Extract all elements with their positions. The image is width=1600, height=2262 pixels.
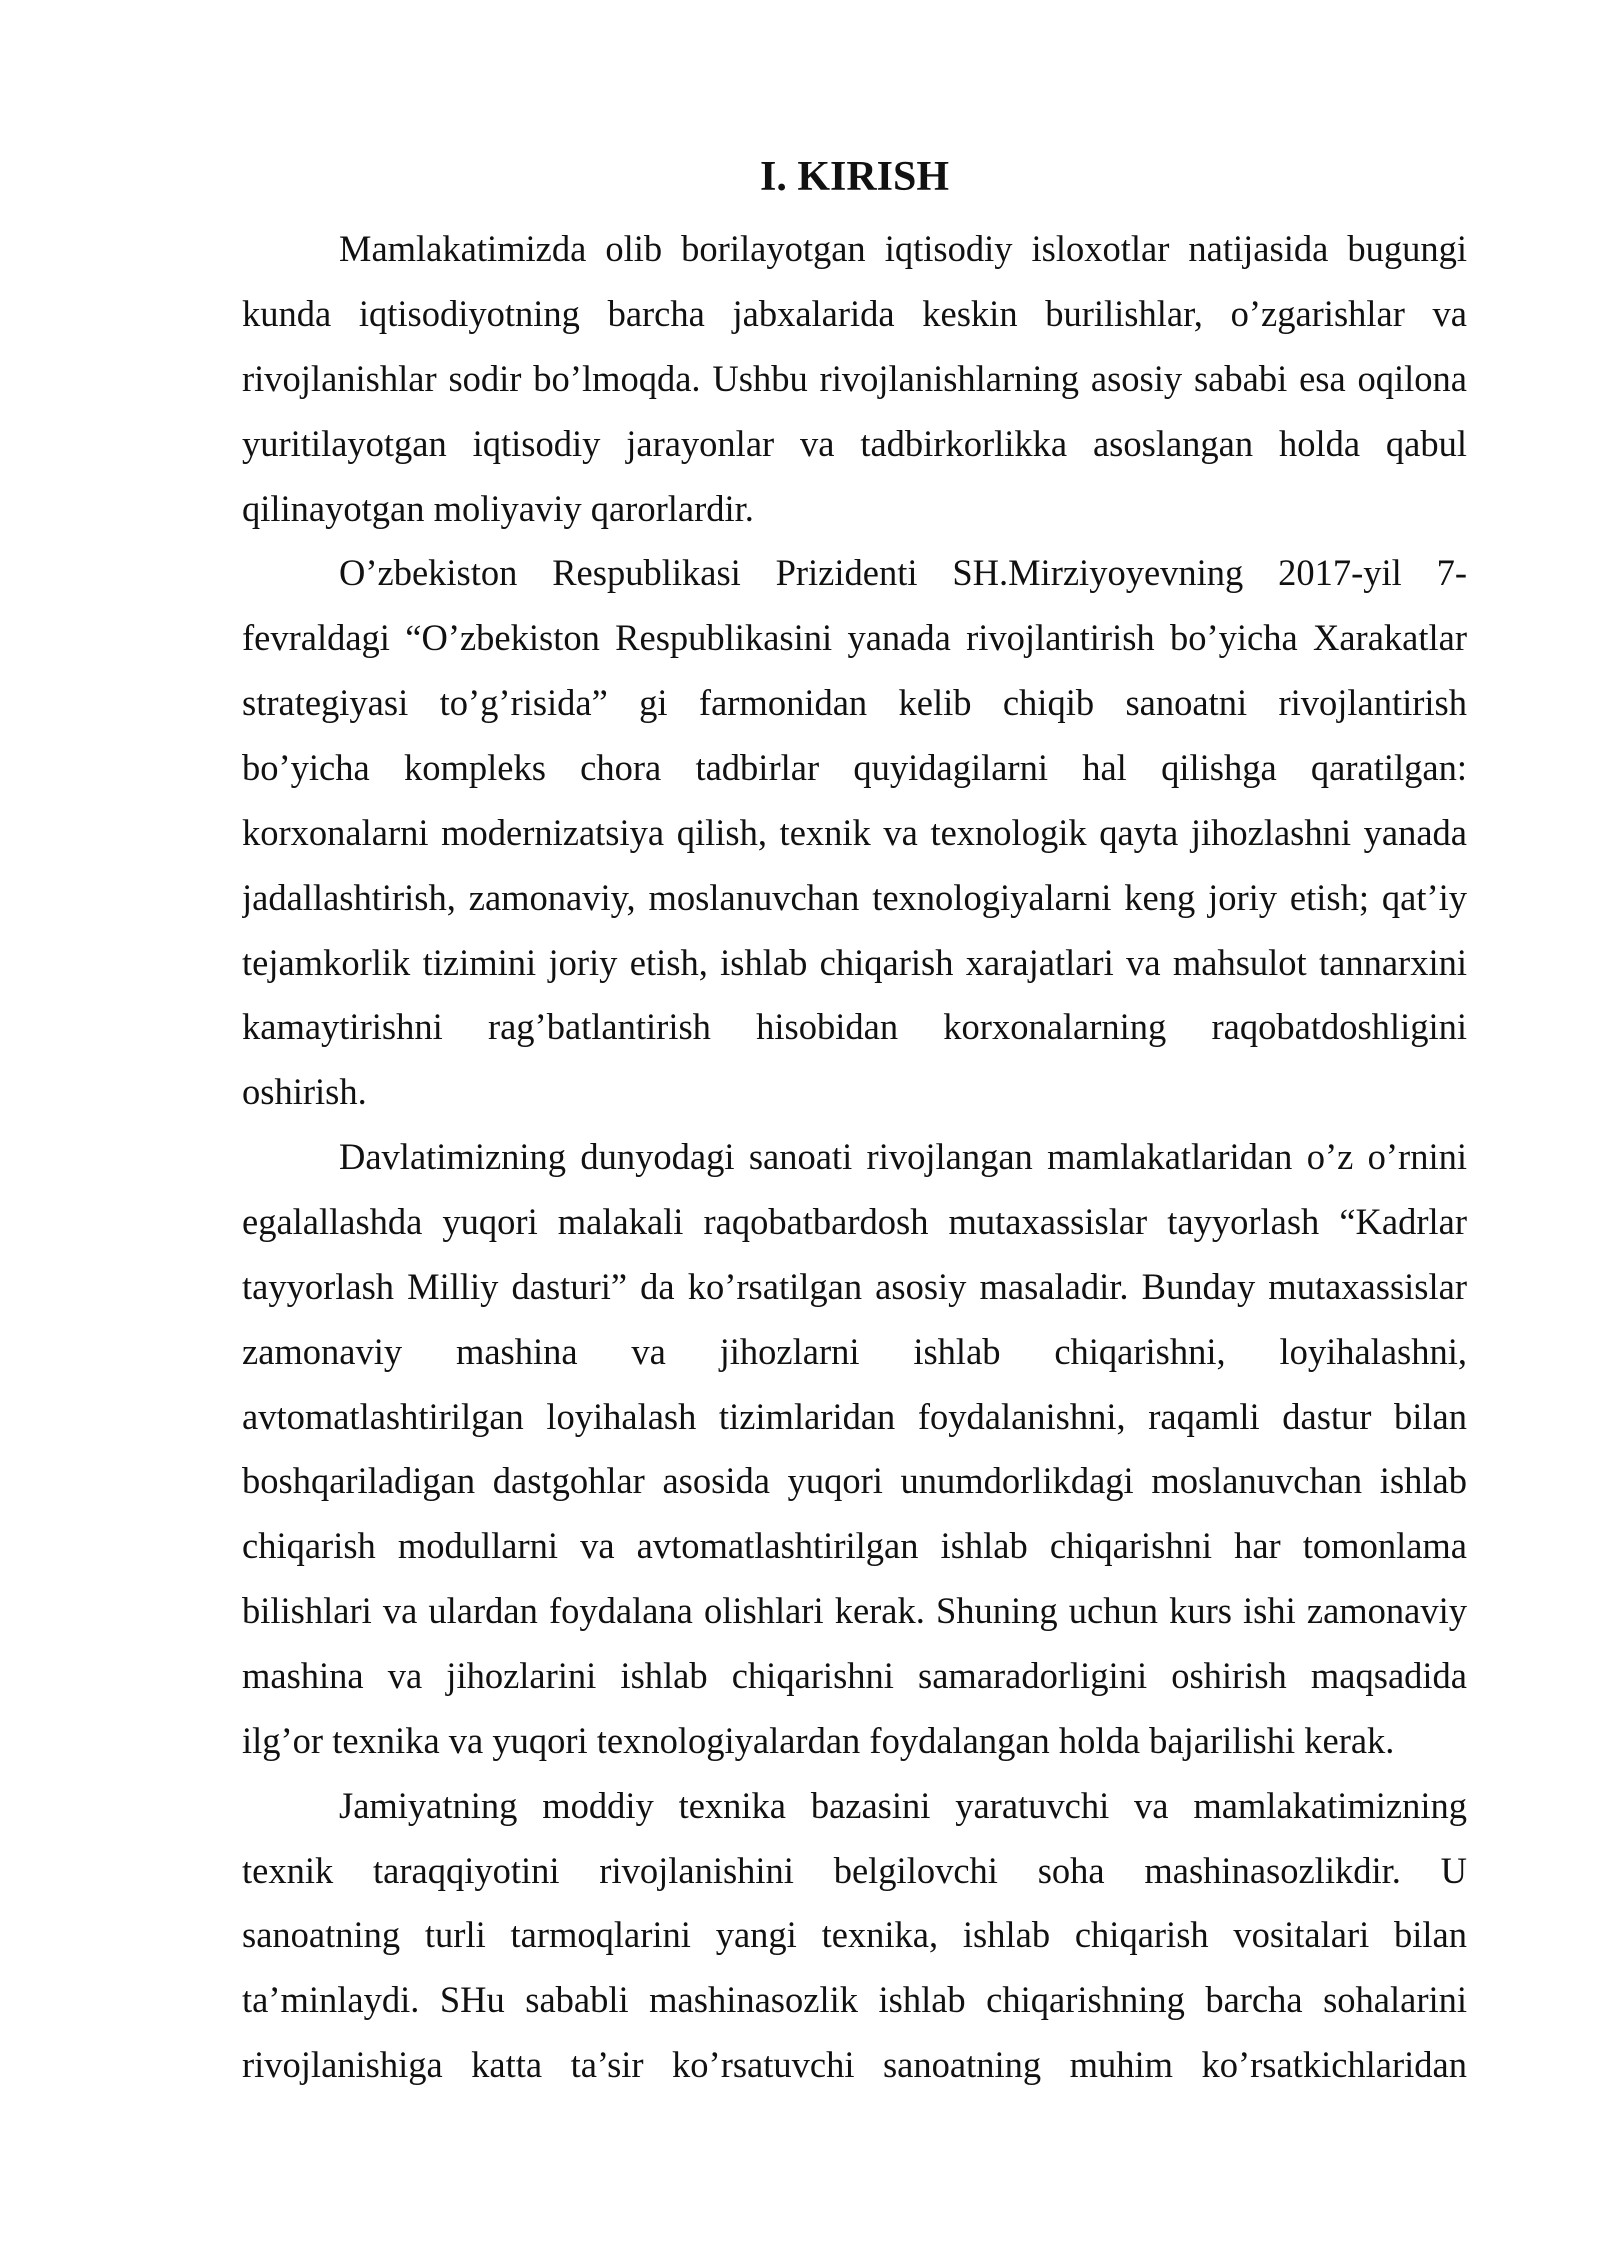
text-line: ilg’or texnika va yuqori texnologiyalardan foydalangan holda bajarilishi kerak. [242, 1719, 1395, 1761]
text-line: egalallashda yuqori malakali raqobatbardosh mutaxassislar tayyorlash “Kadrlar [242, 1200, 1467, 1242]
text-line: sanoatning turli tarmoqlarini yangi texnika, ishlab chiqarish vositalari bilan [242, 1914, 1467, 1956]
text-line: bilishlari va ulardan foydalana olishlari kerak. Shuning uchun kurs ishi zamonaviy [242, 1590, 1467, 1632]
text-line: bo’yicha kompleks chora tadbirlar quyidagilarni hal qilishga qaratilgan: [242, 746, 1467, 788]
paragraph-strategy [242, 541, 1467, 1125]
text-line: tayyorlash Milliy dasturi” da ko’rsatilgan asosiy masaladir. Bunday mutaxassislar [242, 1265, 1467, 1307]
paragraph-introduction [242, 217, 1467, 541]
paragraph-machine-building [242, 1774, 1467, 2098]
text-line: texnik taraqqiyotini rivojlanishini belgilovchi soha mashinasozlikdir. U [242, 1849, 1467, 1891]
text-line: kunda iqtisodiyotning barcha jabxalarida keskin burilishlar, o’zgarishlar va [242, 292, 1467, 334]
text-line: yuritilayotgan iqtisodiy jarayonlar va tadbirkorlikka asoslangan holda qabul [242, 422, 1467, 464]
text-line: kamaytirishni rag’batlantirish hisobidan korxonalarning raqobatdoshligini [242, 1006, 1467, 1048]
text-line: zamonaviy mashina va jihozlarni ishlab chiqarishni, loyihalashni, [242, 1330, 1467, 1372]
text-line: rivojlanishlar sodir bo’lmoqda. Ushbu rivojlanishlarning asosiy sababi esa oqilona [242, 357, 1467, 399]
text-line: qilinayotgan moliyaviy qarorlardir. [242, 487, 754, 529]
text-line: ta’minlaydi. SHu sababli mashinasozlik ishlab chiqarishning barcha sohalarini [242, 1979, 1467, 2021]
text-line: Mamlakatimizda olib borilayotgan iqtisodiy isloxotlar natijasida bugungi [339, 228, 1467, 270]
text-line: korxonalarni modernizatsiya qilish, texnik va texnologik qayta jihozlashni yanada [242, 811, 1467, 853]
section-title: I. KIRISH [759, 154, 950, 200]
text-line: Davlatimizning dunyodagi sanoati rivojlangan mamlakatlaridan o’z o’rnini [339, 1136, 1467, 1178]
text-line: chiqarish modullarni va avtomatlashtirilgan ishlab chiqarishni har tomonlama [242, 1525, 1467, 1567]
text-line: avtomatlashtirilgan loyihalash tizimlaridan foydalanishni, raqamli dastur bilan [242, 1395, 1467, 1437]
paragraph-specialists [242, 1125, 1467, 1774]
text-line: boshqariladigan dastgohlar asosida yuqori unumdorlikdagi moslanuvchan ishlab [242, 1460, 1467, 1502]
text-line: rivojlanishiga katta ta’sir ko’rsatuvchi sanoatning muhim ko’rsatkichlaridan [242, 2044, 1467, 2086]
text-line: O’zbekiston Respublikasi Prizidenti SH.Mirziyoyevning 2017-yil 7- [339, 552, 1467, 594]
text-line: strategiyasi to’g’risida” gi farmonidan kelib chiqib sanoatni rivojlantirish [242, 682, 1467, 724]
text-line: tejamkorlik tizimini joriy etish, ishlab chiqarish xarajatlari va mahsulot tannarxini [242, 941, 1467, 983]
text-line: mashina va jihozlarini ishlab chiqarishni samaradorligini oshirish maqsadida [242, 1654, 1467, 1696]
text-line: jadallashtirish, zamonaviy, moslanuvchan texnologiyalarni keng joriy etish; qat’iy [242, 876, 1467, 918]
text-line: oshirish. [242, 1071, 367, 1113]
page-content [242, 145, 1467, 2098]
text-line: fevraldagi “O’zbekiston Respublikasini yanada rivojlantirish bo’yicha Xarakatlar [242, 617, 1467, 659]
text-line: Jamiyatning moddiy texnika bazasini yaratuvchi va mamlakatimizning [339, 1784, 1467, 1826]
